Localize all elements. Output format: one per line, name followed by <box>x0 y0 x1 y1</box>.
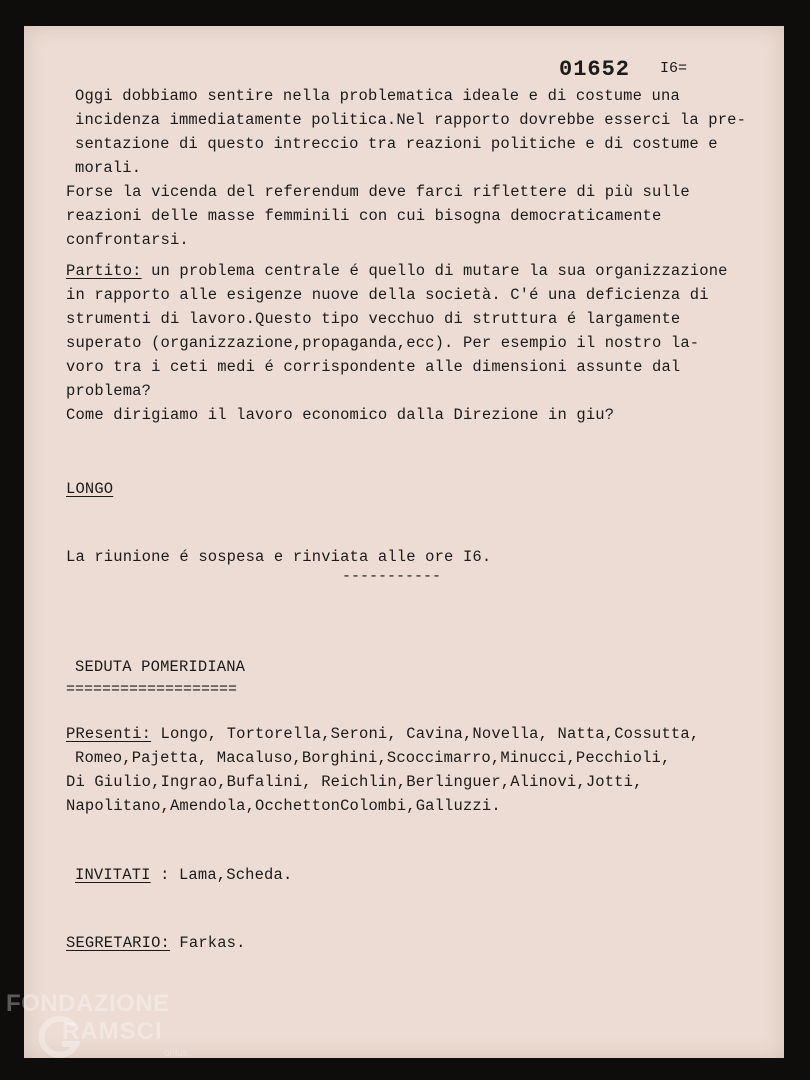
suspension-note: La riunione é sospesa e rinviata alle ore I6. <box>66 548 492 566</box>
text-line: Oggi dobbiamo sentire nella problematica ideale e di costume una <box>75 87 680 105</box>
document-number: 01652 <box>559 57 631 82</box>
watermark-line3: onlus <box>164 1048 188 1059</box>
segretario-label: SEGRETARIO: <box>66 934 170 952</box>
presenti-label: PResenti: <box>66 725 152 743</box>
text-line: confrontarsi. <box>66 231 189 249</box>
segretario-line <box>66 934 246 952</box>
document-page <box>24 26 784 1058</box>
partito-text: un problema centrale é quello di mutare la sua organizzazione <box>141 262 728 280</box>
speaker-name: LONGO <box>66 480 114 498</box>
text-line: in rapporto alle esigenze nuove della società. C'é una deficienza di <box>66 286 709 304</box>
invitati-label: INVITATI <box>75 866 151 884</box>
text-line: strumenti di lavoro.Questo tipo vecchuo di struttura é largamente <box>66 310 681 328</box>
text-line: reazioni delle masse femminili con cui bisogna democraticamente <box>66 207 662 225</box>
partito-line <box>66 262 728 280</box>
text-line: superato (organizzazione,propaganda,ecc). Per esempio il nostro la- <box>66 334 700 352</box>
fondazione-gramsci-watermark <box>6 990 206 1070</box>
presenti-names: Longo, Tortorella,Seroni, Cavina,Novella, Natta,Cossutta, <box>151 725 700 743</box>
watermark-line2: RAMSCI <box>62 1018 163 1045</box>
text-line: voro tra i ceti medi é corrispondente alle dimensioni assunte dal <box>66 358 681 376</box>
presenti-line <box>66 725 699 743</box>
invitati-names: : Lama,Scheda. <box>150 866 293 884</box>
text-line: Come dirigiamo il lavoro economico dalla Direzione in giu? <box>66 406 615 424</box>
text-line: problema? <box>66 382 152 400</box>
text-line: Romeo,Pajetta, Macaluso,Borghini,Scoccimarro,Minucci,Pecchioli, <box>75 749 671 767</box>
text-line: Di Giulio,Ingrao,Bufalini, Reichlin,Berlinguer,Alinovi,Jotti, <box>66 773 643 791</box>
suspension-rule: ----------- <box>342 568 442 585</box>
afternoon-rule: =================== <box>66 681 238 698</box>
segretario-name: Farkas. <box>169 934 246 952</box>
page-mark: I6= <box>660 60 688 77</box>
text-line: sentazione di questo intreccio tra reazioni politiche e di costume e <box>75 135 718 153</box>
invitati-line <box>75 866 292 884</box>
text-line: Forse la vicenda del referendum deve farci riflettere di più sulle <box>66 183 690 201</box>
watermark-line1: FONDAZIONE <box>6 990 170 1017</box>
text-line: Napolitano,Amendola,OcchettonColombi,Galluzzi. <box>66 797 501 815</box>
partito-label: Partito: <box>66 262 142 280</box>
afternoon-session-title: SEDUTA POMERIDIANA <box>75 658 246 676</box>
text-line: morali. <box>75 159 142 177</box>
text-line: incidenza immediatamente politica.Nel rapporto dovrebbe esserci la pre- <box>75 111 747 129</box>
